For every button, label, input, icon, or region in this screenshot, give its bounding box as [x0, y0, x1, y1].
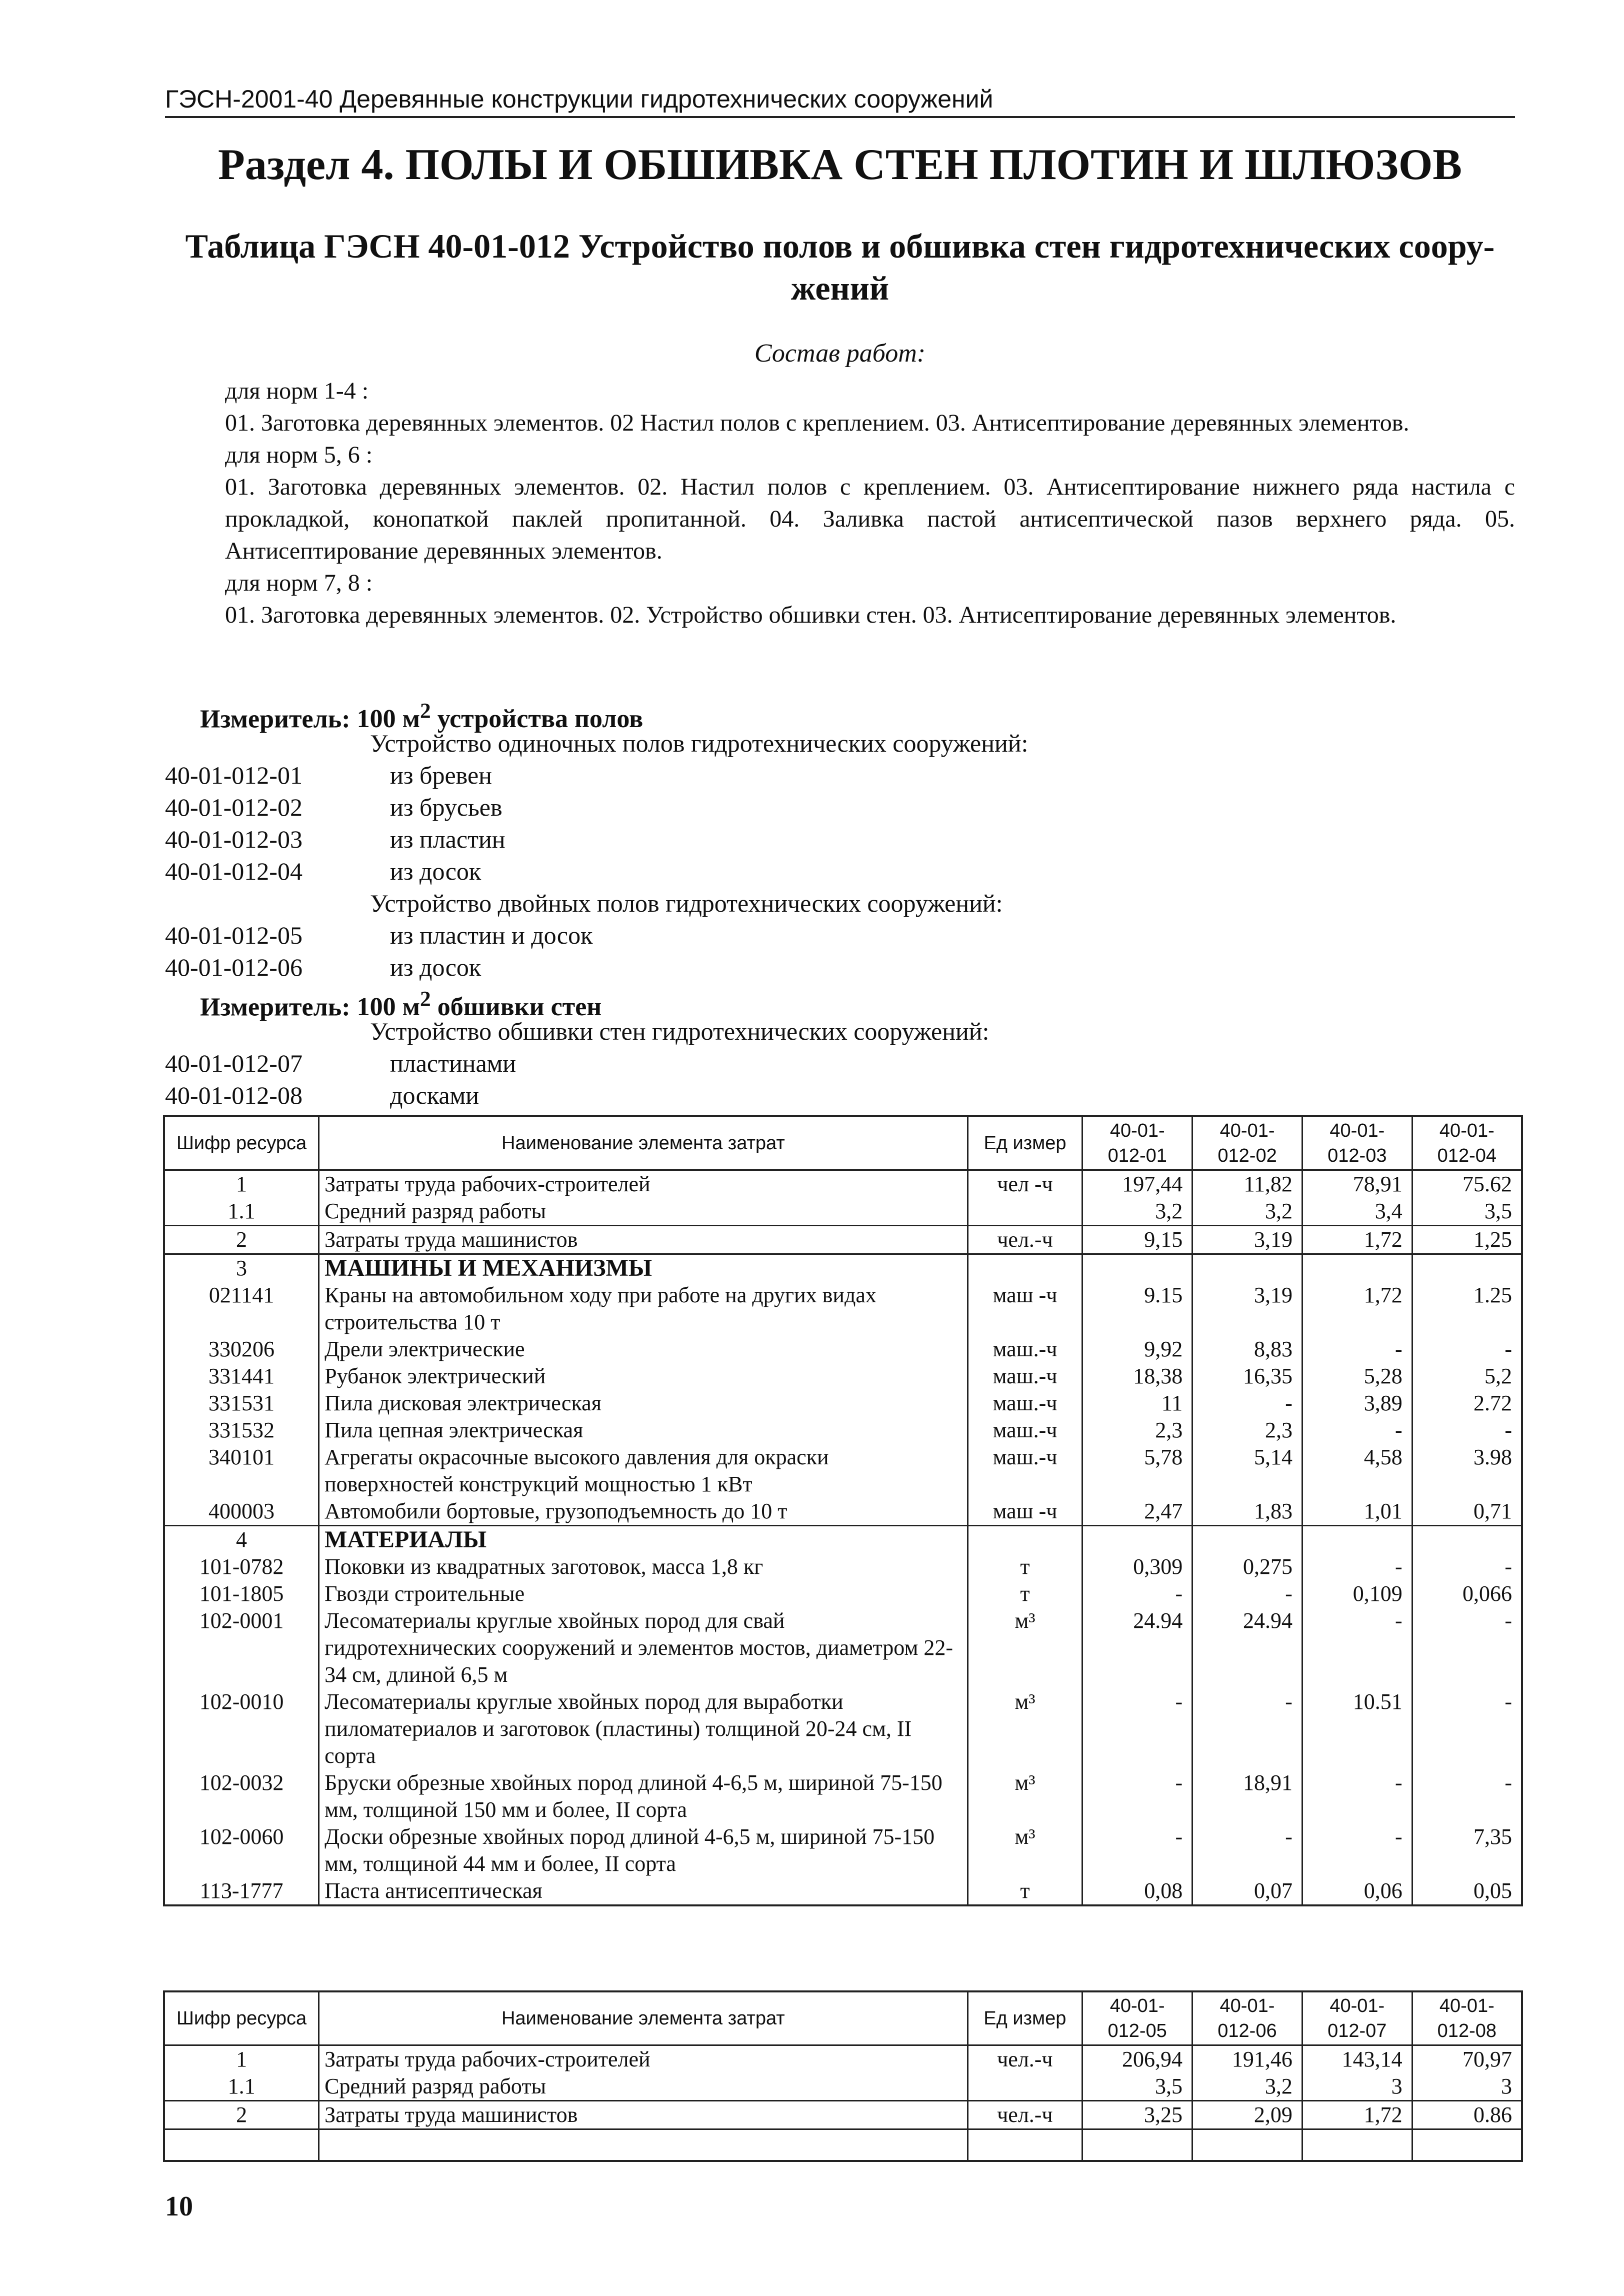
resource-name: Затраты труда рабочих-строителей — [319, 2045, 968, 2073]
column-header: Ед измер — [968, 1116, 1082, 1170]
table-row — [164, 2045, 1522, 2073]
norm-row: 40-01-012-04 из досок — [165, 857, 482, 885]
value: - — [1302, 1336, 1412, 1363]
value: 0,07 — [1192, 1877, 1302, 1905]
unit — [968, 1254, 1082, 1282]
value: - — [1082, 1688, 1192, 1769]
resource-name: Гвозди строительные — [319, 1580, 968, 1607]
resource-name: Агрегаты окрасочные высокого давления для окраски поверхностей конструкций мощностью 1 кВт — [319, 1444, 968, 1498]
running-header: ГЭСН-2001-40 Деревянные конструкции гидротехнических сооружений — [165, 84, 1515, 118]
unit: м³ — [968, 1823, 1082, 1877]
value: 9.15 — [1082, 1282, 1192, 1336]
resource-name: Лесоматериалы круглые хвойных пород для свай гидротехнических сооружений и элементов мостов, диаметром 22-34 см, длиной 6,5 м — [319, 1607, 968, 1688]
unit — [968, 2073, 1082, 2101]
value: 0,309 — [1082, 1553, 1192, 1580]
value: - — [1192, 1580, 1302, 1607]
measure-label: Измеритель: — [200, 993, 350, 1022]
section-title: Раздел 4. ПОЛЫ И ОБШИВКА СТЕН ПЛОТИН И ШЛЮЗОВ — [218, 141, 1462, 189]
value: 3,2 — [1082, 1198, 1192, 1226]
unit: маш.-ч — [968, 1417, 1082, 1444]
value: 0,06 — [1302, 1877, 1412, 1905]
norm-row: 40-01-012-02 из брусьев — [165, 793, 502, 821]
norm-list-1 — [165, 727, 1515, 983]
value: 70,97 — [1412, 2045, 1522, 2073]
table-title — [165, 225, 1515, 309]
unit: маш.-ч — [968, 1390, 1082, 1417]
resource-table-1 — [163, 1115, 1523, 1906]
table-row — [164, 1170, 1522, 1198]
unit: маш -ч — [968, 1282, 1082, 1336]
table-row — [164, 1688, 1522, 1769]
unit: м³ — [968, 1769, 1082, 1823]
norms-5-6-text: 01. Заготовка деревянных элементов. 02. Настил полов с креплением. 03. Антисептирование нижнего ряда настила с прокладкой, конопаткой паклей пропитанной. 04. Заливка пастой антисептической пазов верхнего ряда. 05. Антисептирование деревянных элементов. — [225, 474, 1515, 564]
value: - — [1412, 1688, 1522, 1769]
value — [1082, 1254, 1192, 1282]
resource-name: Средний разряд работы — [319, 2073, 968, 2101]
value: - — [1302, 1607, 1412, 1688]
group1-heading: Устройство одиночных полов гидротехнических сооружений: — [370, 729, 1028, 757]
composition-title: Состав работ: — [754, 339, 926, 368]
value: 0,71 — [1412, 1498, 1522, 1526]
column-header: 40-01- 012-01 — [1082, 1116, 1192, 1170]
value: 3 — [1412, 2073, 1522, 2101]
resource-name: Средний разряд работы — [319, 1198, 968, 1226]
resource-code: 1.1 — [164, 2073, 319, 2101]
value — [1412, 1254, 1522, 1282]
value: 143,14 — [1302, 2045, 1412, 2073]
value: 0,275 — [1192, 1553, 1302, 1580]
table-row — [164, 1282, 1522, 1336]
table-row — [164, 1553, 1522, 1580]
resource-name: Лесоматериалы круглые хвойных пород для выработки пиломатериалов и заготовок (пластины) толщиной 20-24 см, II сорта — [319, 1688, 968, 1769]
value: 0,08 — [1082, 1877, 1192, 1905]
value: 18,38 — [1082, 1363, 1192, 1390]
unit: т — [968, 1553, 1082, 1580]
table-row — [164, 2129, 1522, 2161]
resource-name: Дрели электрические — [319, 1336, 968, 1363]
resource-name: Затраты труда машинистов — [319, 2101, 968, 2129]
value: 2,09 — [1192, 2101, 1302, 2129]
unit: чел -ч — [968, 1170, 1082, 1198]
value: 3,19 — [1192, 1226, 1302, 1254]
column-header: 40-01- 012-06 — [1192, 1991, 1302, 2045]
value: 5,28 — [1302, 1363, 1412, 1390]
table-row — [164, 1254, 1522, 1282]
value: 2,3 — [1082, 1417, 1192, 1444]
value: 191,46 — [1192, 2045, 1302, 2073]
unit: маш.-ч — [968, 1444, 1082, 1498]
resource-code: 331531 — [164, 1390, 319, 1417]
norms-1-4-text: 01. Заготовка деревянных элементов. 02 Настил полов с креплением. 03. Антисептирование деревянных элементов. — [225, 410, 1410, 436]
table-row — [164, 1607, 1522, 1688]
unit: маш.-ч — [968, 1363, 1082, 1390]
value: 1,72 — [1302, 2101, 1412, 2129]
value: 24.94 — [1082, 1607, 1192, 1688]
value: 1,72 — [1302, 1282, 1412, 1336]
table-title-line2: жений — [790, 269, 890, 307]
value: 11,82 — [1192, 1170, 1302, 1198]
column-header: Наименование элемента затрат — [319, 1116, 968, 1170]
resource-name: Паста антисептическая — [319, 1877, 968, 1905]
table-row — [164, 1444, 1522, 1498]
norm-row: 40-01-012-03 из пластин — [165, 825, 506, 853]
value: 7,35 — [1412, 1823, 1522, 1877]
value: 3,2 — [1192, 1198, 1302, 1226]
value: 5,14 — [1192, 1444, 1302, 1498]
value: 1.25 — [1412, 1282, 1522, 1336]
resource-name: Бруски обрезные хвойных пород длиной 4-6,5 м, шириной 75-150 мм, толщиной 150 мм и более, II сорта — [319, 1769, 968, 1823]
table-row — [164, 1363, 1522, 1390]
value: 206,94 — [1082, 2045, 1192, 2073]
value: 8,83 — [1192, 1336, 1302, 1363]
value: 4,58 — [1302, 1444, 1412, 1498]
resource-code: 102-0060 — [164, 1823, 319, 1877]
value: - — [1192, 1390, 1302, 1417]
value: 5,2 — [1412, 1363, 1522, 1390]
value: 0,109 — [1302, 1580, 1412, 1607]
column-header: Шифр ресурса — [164, 1116, 319, 1170]
empty-cell — [319, 2129, 968, 2161]
value: 3,5 — [1412, 1198, 1522, 1226]
resource-table-2 — [163, 1990, 1523, 2162]
norms-5-6-label: для норм 5, 6 : — [225, 442, 373, 468]
resource-code: 1 — [164, 1170, 319, 1198]
resource-name: Доски обрезные хвойных пород длиной 4-6,5 м, шириной 75-150 мм, толщиной 44 мм и более, II сорта — [319, 1823, 968, 1877]
table-row — [164, 1390, 1522, 1417]
value: - — [1302, 1553, 1412, 1580]
value: 9,15 — [1082, 1226, 1192, 1254]
column-header: 40-01- 012-08 — [1412, 1991, 1522, 2045]
table-row — [164, 1498, 1522, 1526]
value: 0,066 — [1412, 1580, 1522, 1607]
value: - — [1082, 1769, 1192, 1823]
resource-name: МАТЕРИАЛЫ — [319, 1526, 968, 1554]
resource-name: МАШИНЫ И МЕХАНИЗМЫ — [319, 1254, 968, 1282]
value — [1192, 1526, 1302, 1554]
unit: чел.-ч — [968, 1226, 1082, 1254]
resource-code: 101-1805 — [164, 1580, 319, 1607]
value: 78,91 — [1302, 1170, 1412, 1198]
unit: м³ — [968, 1607, 1082, 1688]
value: 2,47 — [1082, 1498, 1192, 1526]
value — [1412, 1526, 1522, 1554]
measure-label: Измеритель: — [200, 705, 350, 734]
unit: маш -ч — [968, 1498, 1082, 1526]
resource-name: Автомобили бортовые, грузоподъемность до 10 т — [319, 1498, 968, 1526]
norm-list-2 — [165, 1015, 1515, 1111]
table-row — [164, 1526, 1522, 1554]
resource-name: Затраты труда рабочих-строителей — [319, 1170, 968, 1198]
value: 9,92 — [1082, 1336, 1192, 1363]
value: 1,72 — [1302, 1226, 1412, 1254]
unit: т — [968, 1580, 1082, 1607]
resource-code: 331532 — [164, 1417, 319, 1444]
resource-name: Краны на автомобильном ходу при работе на других видах строительства 10 т — [319, 1282, 968, 1336]
value — [1082, 1526, 1192, 1554]
value: - — [1412, 1769, 1522, 1823]
norm-row: 40-01-012-07 пластинами — [165, 1049, 516, 1077]
column-header: Ед измер — [968, 1991, 1082, 2045]
value: - — [1412, 1417, 1522, 1444]
resource-code: 102-0010 — [164, 1688, 319, 1769]
value: 5,78 — [1082, 1444, 1192, 1498]
value: 24.94 — [1192, 1607, 1302, 1688]
table-row — [164, 1769, 1522, 1823]
table-row — [164, 2101, 1522, 2129]
value: 1,83 — [1192, 1498, 1302, 1526]
value: - — [1192, 1688, 1302, 1769]
norm-row: 40-01-012-01 из бревен — [165, 761, 492, 789]
empty-cell — [1082, 2129, 1192, 2161]
table-row — [164, 1198, 1522, 1226]
value: 3.98 — [1412, 1444, 1522, 1498]
resource-code: 1.1 — [164, 1198, 319, 1226]
resource-code: 331441 — [164, 1363, 319, 1390]
value — [1192, 1254, 1302, 1282]
value: 3,5 — [1082, 2073, 1192, 2101]
resource-code: 340101 — [164, 1444, 319, 1498]
value: 1,01 — [1302, 1498, 1412, 1526]
value: 0,05 — [1412, 1877, 1522, 1905]
measure-value: 100 $м^2$ устройства полов — [356, 699, 644, 734]
value: - — [1412, 1336, 1522, 1363]
table-row — [164, 1877, 1522, 1905]
empty-cell — [164, 2129, 319, 2161]
value: - — [1192, 1823, 1302, 1877]
resource-name: Пила цепная электрическая — [319, 1417, 968, 1444]
empty-cell — [968, 2129, 1082, 2161]
resource-code: 102-0001 — [164, 1607, 319, 1688]
value: 75.62 — [1412, 1170, 1522, 1198]
value — [1302, 1254, 1412, 1282]
unit — [968, 1526, 1082, 1554]
value: 18,91 — [1192, 1769, 1302, 1823]
value: - — [1412, 1607, 1522, 1688]
value: 11 — [1082, 1390, 1192, 1417]
value: 2.72 — [1412, 1390, 1522, 1417]
measure-value: 100 $м^2$ обшивки стен — [356, 987, 602, 1022]
unit — [968, 1198, 1082, 1226]
unit: чел.-ч — [968, 2045, 1082, 2073]
value: 3,2 — [1192, 2073, 1302, 2101]
column-header: Шифр ресурса — [164, 1991, 319, 2045]
table-row — [164, 1336, 1522, 1363]
empty-cell — [1302, 2129, 1412, 2161]
resource-name: Рубанок электрический — [319, 1363, 968, 1390]
value: 197,44 — [1082, 1170, 1192, 1198]
norm-row: 40-01-012-08 досками — [165, 1081, 480, 1109]
value: - — [1302, 1417, 1412, 1444]
table-row — [164, 1580, 1522, 1607]
column-header: 40-01- 012-03 — [1302, 1116, 1412, 1170]
value — [1302, 1526, 1412, 1554]
group2-heading: Устройство двойных полов гидротехнических сооружений: — [370, 889, 1003, 917]
value: 3,25 — [1082, 2101, 1192, 2129]
resource-code: 2 — [164, 2101, 319, 2129]
value: - — [1412, 1553, 1522, 1580]
table-row — [164, 1226, 1522, 1254]
norm-row: 40-01-012-06 из досок — [165, 953, 482, 981]
empty-cell — [1192, 2129, 1302, 2161]
group3-heading: Устройство обшивки стен гидротехнических сооружений: — [370, 1017, 990, 1045]
resource-code: 3 — [164, 1254, 319, 1282]
resource-name: Пила дисковая электрическая — [319, 1390, 968, 1417]
value: 3 — [1302, 2073, 1412, 2101]
resource-name: Поковки из квадратных заготовок, масса 1,8 кг — [319, 1553, 968, 1580]
unit: чел.-ч — [968, 2101, 1082, 2129]
value: 10.51 — [1302, 1688, 1412, 1769]
value: 0.86 — [1412, 2101, 1522, 2129]
column-header: 40-01- 012-07 — [1302, 1991, 1412, 2045]
composition-text — [165, 375, 1515, 631]
empty-cell — [1412, 2129, 1522, 2161]
table-row — [164, 1417, 1522, 1444]
resource-code: 4 — [164, 1526, 319, 1554]
value: 3,19 — [1192, 1282, 1302, 1336]
resource-code: 101-0782 — [164, 1553, 319, 1580]
value: - — [1082, 1823, 1192, 1877]
value: - — [1302, 1769, 1412, 1823]
column-header: 40-01- 012-02 — [1192, 1116, 1302, 1170]
value: 3,4 — [1302, 1198, 1412, 1226]
resource-code: 021141 — [164, 1282, 319, 1336]
table-title-line1: Таблица ГЭСН 40-01-012 Устройство полов и обшивка стен гидротехнических соору- — [185, 227, 1495, 265]
table-row — [164, 2073, 1522, 2101]
unit: м³ — [968, 1688, 1082, 1769]
norms-7-8-label: для норм 7, 8 : — [225, 570, 373, 596]
norms-7-8-text: 01. Заготовка деревянных элементов. 02. Устройство обшивки стен. 03. Антисептирование деревянных элементов. — [225, 602, 1396, 628]
unit: маш.-ч — [968, 1336, 1082, 1363]
resource-code: 400003 — [164, 1498, 319, 1526]
resource-code: 1 — [164, 2045, 319, 2073]
resource-code: 102-0032 — [164, 1769, 319, 1823]
value: - — [1082, 1580, 1192, 1607]
value: 3,89 — [1302, 1390, 1412, 1417]
resource-code: 2 — [164, 1226, 319, 1254]
value: 2,3 — [1192, 1417, 1302, 1444]
column-header: 40-01- 012-05 — [1082, 1991, 1192, 2045]
column-header: Наименование элемента затрат — [319, 1991, 968, 2045]
norm-row: 40-01-012-05 из пластин и досок — [165, 921, 593, 949]
value: 1,25 — [1412, 1226, 1522, 1254]
value: - — [1302, 1823, 1412, 1877]
norms-1-4-label: для норм 1-4 : — [225, 378, 369, 404]
column-header: 40-01- 012-04 — [1412, 1116, 1522, 1170]
resource-code: 113-1777 — [164, 1877, 319, 1905]
resource-code: 330206 — [164, 1336, 319, 1363]
table-row — [164, 1823, 1522, 1877]
page-number: 10 — [165, 2191, 193, 2222]
resource-name: Затраты труда машинистов — [319, 1226, 968, 1254]
unit: т — [968, 1877, 1082, 1905]
value: 16,35 — [1192, 1363, 1302, 1390]
